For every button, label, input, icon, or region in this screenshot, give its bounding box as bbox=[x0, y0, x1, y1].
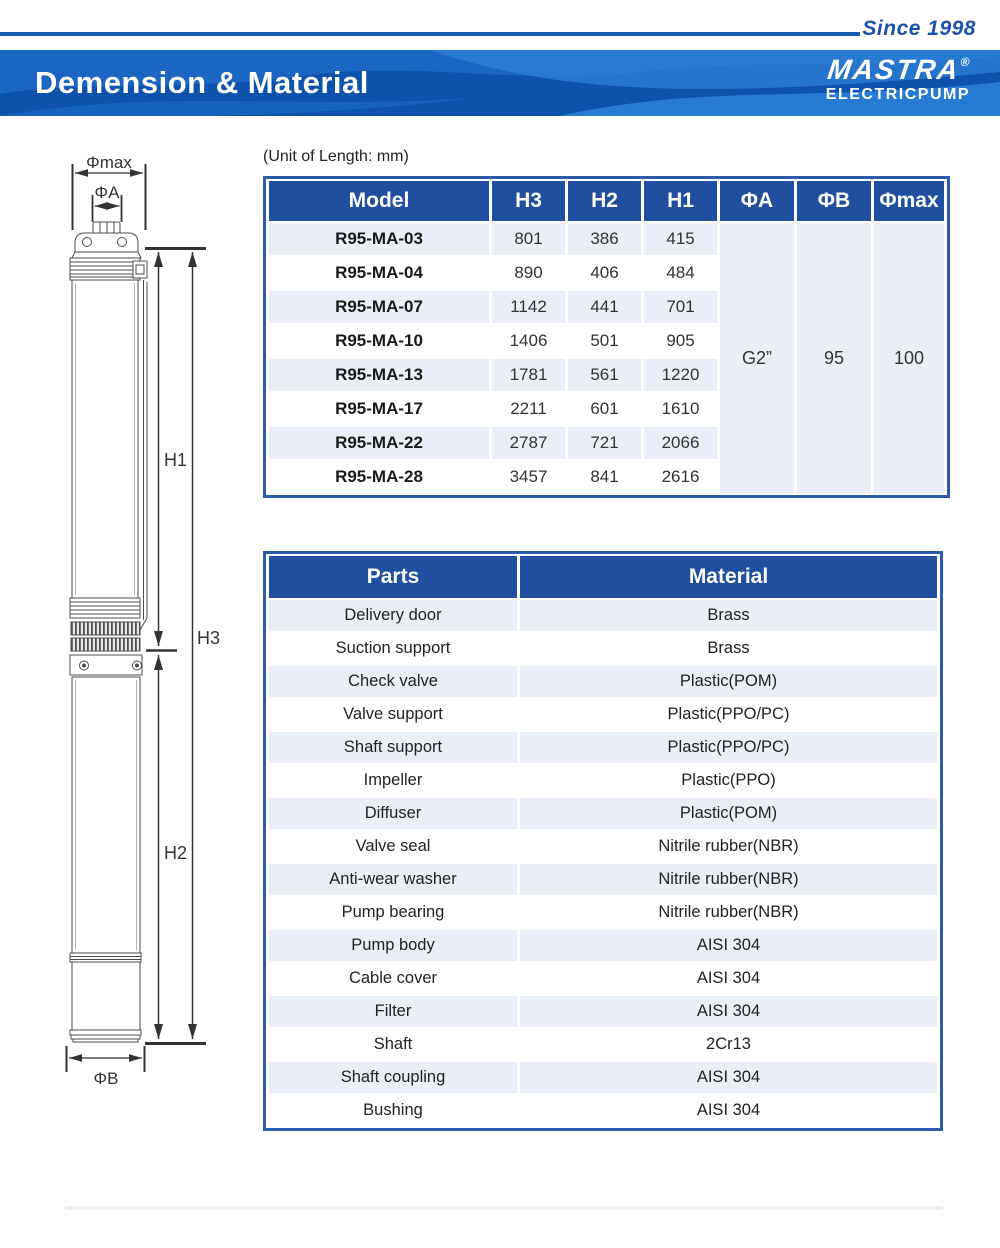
h2-label: H2 bbox=[164, 843, 188, 863]
col-header-material: Material bbox=[520, 556, 937, 598]
h2-cell: 406 bbox=[568, 257, 641, 289]
col-header-phi-a: ΦA bbox=[720, 181, 794, 221]
table-row bbox=[269, 897, 937, 928]
phi-max-label: Φmax bbox=[86, 153, 132, 172]
col-header-h2: H2 bbox=[568, 181, 641, 221]
col-header-h3: H3 bbox=[492, 181, 565, 221]
h3-label: H3 bbox=[197, 628, 221, 648]
header-banner bbox=[0, 50, 1000, 116]
part-cell: Cable cover bbox=[269, 963, 517, 994]
part-cell: Shaft bbox=[269, 1029, 517, 1060]
h2-cell: 841 bbox=[568, 461, 641, 493]
model-cell: R95-MA-28 bbox=[269, 461, 489, 493]
top-divider-line bbox=[0, 32, 860, 36]
col-header-parts: Parts bbox=[269, 556, 517, 598]
col-header-model: Model bbox=[269, 181, 489, 221]
part-cell: Impeller bbox=[269, 765, 517, 796]
h1-cell: 484 bbox=[644, 257, 717, 289]
h1-cell: 701 bbox=[644, 291, 717, 323]
table-row bbox=[269, 699, 937, 730]
h2-cell: 561 bbox=[568, 359, 641, 391]
material-cell: Brass bbox=[520, 633, 937, 664]
h1-cell: 415 bbox=[644, 223, 717, 255]
h3-cell: 1142 bbox=[492, 291, 565, 323]
material-cell: Nitrile rubber(NBR) bbox=[520, 831, 937, 862]
material-cell: AISI 304 bbox=[520, 996, 937, 1027]
h1-cell: 1220 bbox=[644, 359, 717, 391]
table-row bbox=[269, 765, 937, 796]
logo-wordmark: MASTRA® bbox=[825, 54, 971, 85]
h3-cell: 1406 bbox=[492, 325, 565, 357]
unit-note: (Unit of Length: mm) bbox=[263, 148, 409, 165]
material-cell: 2Cr13 bbox=[520, 1029, 937, 1060]
model-cell: R95-MA-07 bbox=[269, 291, 489, 323]
material-cell: Brass bbox=[520, 600, 937, 631]
bottom-divider-line bbox=[65, 1206, 943, 1210]
logo-subtext: ELECTRICPUMP bbox=[825, 86, 970, 103]
part-cell: Filter bbox=[269, 996, 517, 1027]
page-title: Demension & Material bbox=[35, 65, 369, 100]
material-cell: AISI 304 bbox=[520, 963, 937, 994]
col-header-h1: H1 bbox=[644, 181, 717, 221]
part-cell: Bushing bbox=[269, 1095, 517, 1126]
col-header-phi-max: Φmax bbox=[874, 181, 944, 221]
part-cell: Shaft support bbox=[269, 732, 517, 763]
material-table bbox=[263, 551, 943, 1131]
part-cell: Check valve bbox=[269, 666, 517, 697]
h3-cell: 3457 bbox=[492, 461, 565, 493]
material-cell: AISI 304 bbox=[520, 930, 937, 961]
table-row bbox=[269, 798, 937, 829]
part-cell: Shaft coupling bbox=[269, 1062, 517, 1093]
registered-mark-icon: ® bbox=[959, 55, 971, 69]
part-cell: Diffuser bbox=[269, 798, 517, 829]
h1-label: H1 bbox=[164, 450, 188, 470]
h2-cell: 501 bbox=[568, 325, 641, 357]
h1-cell: 905 bbox=[644, 325, 717, 357]
part-cell: Delivery door bbox=[269, 600, 517, 631]
h3-cell: 1781 bbox=[492, 359, 565, 391]
table-row bbox=[269, 600, 937, 631]
h3-cell: 890 bbox=[492, 257, 565, 289]
h2-cell: 386 bbox=[568, 223, 641, 255]
dimension-table-header-row bbox=[269, 181, 944, 221]
table-row bbox=[269, 223, 944, 255]
model-cell: R95-MA-13 bbox=[269, 359, 489, 391]
material-cell: Plastic(POM) bbox=[520, 798, 937, 829]
model-cell: R95-MA-10 bbox=[269, 325, 489, 357]
brand-logo bbox=[826, 56, 970, 103]
table-row bbox=[269, 930, 937, 961]
material-cell: Nitrile rubber(NBR) bbox=[520, 864, 937, 895]
model-cell: R95-MA-17 bbox=[269, 393, 489, 425]
material-cell: AISI 304 bbox=[520, 1095, 937, 1126]
part-cell: Suction support bbox=[269, 633, 517, 664]
table-row bbox=[269, 864, 937, 895]
h1-cell: 2066 bbox=[644, 427, 717, 459]
col-header-phi-b: ΦB bbox=[797, 181, 871, 221]
table-row bbox=[269, 1029, 937, 1060]
material-cell: Plastic(POM) bbox=[520, 666, 937, 697]
material-cell: Plastic(PPO/PC) bbox=[520, 699, 937, 730]
phi-b-merged-cell: 95 bbox=[797, 223, 871, 493]
h2-cell: 601 bbox=[568, 393, 641, 425]
h1-cell: 2616 bbox=[644, 461, 717, 493]
table-row bbox=[269, 1062, 937, 1093]
h3-cell: 801 bbox=[492, 223, 565, 255]
h3-cell: 2787 bbox=[492, 427, 565, 459]
material-cell: Nitrile rubber(NBR) bbox=[520, 897, 937, 928]
pump-diagram bbox=[30, 140, 250, 1090]
part-cell: Pump bearing bbox=[269, 897, 517, 928]
part-cell: Pump body bbox=[269, 930, 517, 961]
material-table-header-row bbox=[269, 556, 937, 598]
phi-b-label: ΦB bbox=[93, 1069, 119, 1088]
material-cell: Plastic(PPO/PC) bbox=[520, 732, 937, 763]
table-row bbox=[269, 666, 937, 697]
table-row bbox=[269, 963, 937, 994]
table-row bbox=[269, 996, 937, 1027]
dimension-table bbox=[263, 176, 950, 498]
phi-a-merged-cell: G2” bbox=[720, 223, 794, 493]
pump-outline bbox=[70, 222, 147, 1042]
h2-cell: 441 bbox=[568, 291, 641, 323]
model-cell: R95-MA-22 bbox=[269, 427, 489, 459]
h2-cell: 721 bbox=[568, 427, 641, 459]
since-text: Since 1998 bbox=[862, 17, 976, 40]
h3-cell: 2211 bbox=[492, 393, 565, 425]
table-row bbox=[269, 732, 937, 763]
h1-cell: 1610 bbox=[644, 393, 717, 425]
part-cell: Valve seal bbox=[269, 831, 517, 862]
table-row bbox=[269, 831, 937, 862]
part-cell: Anti-wear washer bbox=[269, 864, 517, 895]
model-cell: R95-MA-04 bbox=[269, 257, 489, 289]
phi-max-merged-cell: 100 bbox=[874, 223, 944, 493]
material-cell: AISI 304 bbox=[520, 1062, 937, 1093]
table-row bbox=[269, 633, 937, 664]
model-cell: R95-MA-03 bbox=[269, 223, 489, 255]
phi-a-label: ΦA bbox=[94, 183, 120, 202]
material-cell: Plastic(PPO) bbox=[520, 765, 937, 796]
part-cell: Valve support bbox=[269, 699, 517, 730]
table-row bbox=[269, 1095, 937, 1126]
